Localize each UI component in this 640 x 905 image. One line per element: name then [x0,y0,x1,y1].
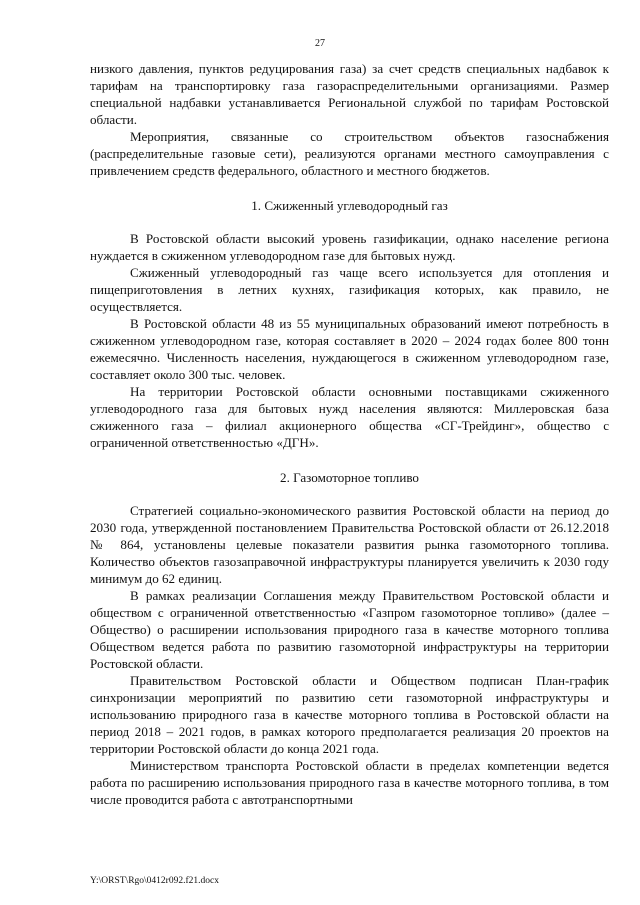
paragraph: На территории Ростовской области основными поставщиками сжиженного углеводородного газа для бытовых нужд населения являются: Миллеровская база сжиженного газа – филиал акционерного общества «СГ-Трейдинг», общество с ограниченной ответственностью «ДГН». [90,384,609,450]
paragraph: В Ростовской области высокий уровень газификации, однако население региона нуждается в сжиженном углеводородном газе для бытовых нужд. [90,231,609,263]
file-path-footer: Y:\ORST\Rgo\0412r092.f21.docx [90,876,219,886]
paragraph: низкого давления, пунктов редуцирования газа) за счет средств специальных надбавок к тарифам на транспортировку газа газораспределительными организациями. Размер специальной надбавки устанавливается Региональной службой по тарифам Ростовской области. [90,61,609,127]
paragraph: В Ростовской области 48 из 55 муниципальных образований имеют потребность в сжиженном углеводородном газе, которая составляет в 2020 – 2024 годах более 800 тонн ежемесячно. Численность населения, нуждающегося в сжиженном углеводородном газе, составляет около 300 тыс. человек. [90,316,609,382]
section-heading-gas-motor-fuel: 2. Газомоторное топливо [280,470,419,485]
paragraph: Мероприятия, связанные со строительством объектов газоснабжения (распределительные газовые сети), реализуются органами местного самоуправления с привлечением средств федерального, областного и местного бюджетов. [90,129,609,178]
section-heading-lpg: 1. Сжиженный углеводородный газ [251,198,448,213]
paragraph: Сжиженный углеводородный газ чаще всего используется для отопления и пищеприготовления в летних кухнях, газификация которых, как правило, не осуществляется. [90,265,609,314]
document-body [90,60,609,808]
paragraph: Правительством Ростовской области и Обществом подписан План-график синхронизации мероприятий по развитию сети газомоторной инфраструктуры и использованию природного газа в качестве моторного топлива в Ростовской области на период 2018 – 2021 годов, в рамках которого предполагается реализация 20 проектов на территории Ростовской области до конца 2021 года. [90,673,609,756]
paragraph: В рамках реализации Соглашения между Правительством Ростовской области и обществом с ограниченной ответственностью «Газпром газомоторное топливо» (далее – Общество) о расширении использования природного газа в качестве моторного топлива Обществом ведется работа по развитию газомоторной инфраструктуры на территории Ростовской области. [90,588,609,671]
paragraph: Стратегией социально-экономического развития Ростовской области на период до 2030 года, утвержденной постановлением Правительства Ростовской области от 26.12.2018 № 864, установлены целевые показатели развития рынка газомоторного топлива. Количество объектов газозаправочной инфраструктуры планируется увеличить к 2030 году минимум до 62 единиц. [90,503,609,586]
paragraph: Министерством транспорта Ростовской области в пределах компетенции ведется работа по расширению использования природного газа в качестве моторного топлива, в том числе проводится работа с автотранспортными [90,758,609,807]
page-number: 27 [315,38,325,49]
